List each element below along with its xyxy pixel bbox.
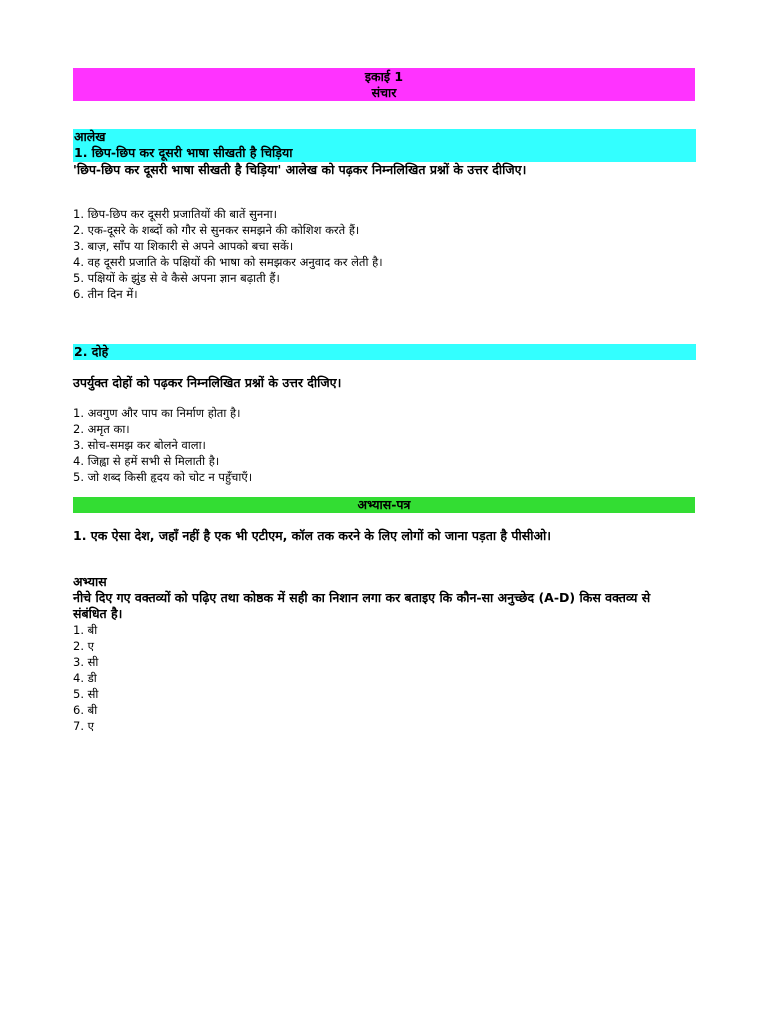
section2-answer-list: [73, 405, 697, 485]
list-item: 6. बी: [73, 703, 98, 717]
list-item: 2. एक-दूसरे के शब्दों को गौर से सुनकर समझने की कोशिश करते हैं।: [73, 223, 360, 237]
list-item: 7. ए: [73, 719, 94, 733]
practice-instruction: नीचे दिए गए वक्तव्यों को पढ़िए तथा कोष्ठक में सही का निशान लगा कर बताइए कि कौन-सा अनुच्छेद (A-D) किस वक्तव्य से संबंधित है।: [73, 590, 651, 621]
practice-band: [73, 497, 695, 513]
list-item: 1. अवगुण और पाप का निर्माण होता है।: [73, 406, 241, 420]
section1-answer-list: [73, 206, 697, 302]
list-item: 4. जिह्वा से हमें सभी से मिलाती है।: [73, 454, 220, 468]
section1-band: [73, 129, 696, 162]
list-item: 5. सी: [73, 687, 99, 701]
section1-instruction: 'छिप-छिप कर दूसरी भाषा सीखती है चिड़िया' आलेख को पढ़कर निम्नलिखित प्रश्नों के उत्तर दीजिए।: [73, 162, 527, 177]
unit-header-band: [73, 68, 695, 101]
section1-title: 1. छिप-छिप कर दूसरी भाषा सीखती है चिड़िया: [74, 145, 293, 160]
practice-heading: 1. एक ऐसा देश, जहाँ नहीं है एक भी एटीएम, कॉल तक करने के लिए लोगों को जाना पड़ता है पीसीओ।: [73, 528, 551, 543]
list-item: 2. अमृत का।: [73, 422, 130, 436]
list-item: 3. सोच-समझ कर बोलने वाला।: [73, 438, 206, 452]
unit-number: इकाई 1: [364, 69, 404, 84]
list-item: 4. डी: [73, 671, 97, 685]
list-item: 2. ए: [73, 639, 94, 653]
list-item: 5. पक्षियों के झुंड से वे कैसे अपना ज्ञान बढ़ाती हैं।: [73, 271, 280, 285]
section2-title: 2. दोहे: [74, 344, 109, 359]
unit-title: संचार: [371, 85, 397, 100]
practice-band-title: अभ्यास-पत्र: [357, 497, 411, 512]
practice-answer-list: [73, 622, 697, 734]
list-item: 4. वह दूसरी प्रजाति के पक्षियों की भाषा को समझकर अनुवाद कर लेती है।: [73, 255, 383, 269]
list-item: 1. बी: [73, 623, 98, 637]
section2-instruction: उपर्युक्त दोहों को पढ़कर निम्नलिखित प्रश्नों के उत्तर दीजिए।: [73, 375, 342, 390]
section1-label: आलेख: [74, 129, 106, 144]
list-item: 3. सी: [73, 655, 99, 669]
list-item: 6. तीन दिन में।: [73, 287, 138, 301]
list-item: 3. बाज़, साँप या शिकारी से अपने आपको बचा सकें।: [73, 239, 294, 253]
list-item: 1. छिप-छिप कर दूसरी प्रजातियों की बातें सुनना।: [73, 207, 277, 221]
section2-band: [73, 344, 696, 360]
list-item: 5. जो शब्द किसी हृदय को चोट न पहुँचाएँ।: [73, 470, 253, 484]
practice-label: अभ्यास: [73, 574, 107, 589]
